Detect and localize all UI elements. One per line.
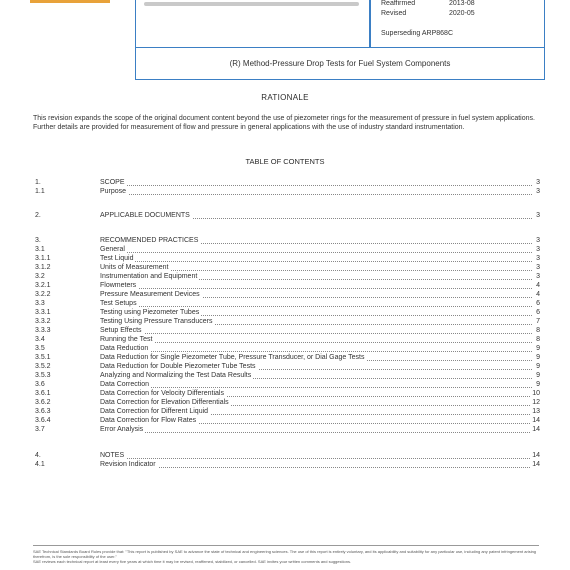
toc-entry-3-6-1[interactable]: 3.6.1 Data Correction for Velocity Differentials 10 [35,390,540,397]
revised-row [381,10,475,17]
footer-notice [33,549,539,564]
toc-entry-3-7[interactable]: 3.7 Error Analysis 14 [35,426,540,433]
toc-entry-3-5-1[interactable]: 3.5.1 Data Reduction for Single Piezometer Tube, Pressure Transducer, or Dial Gage Tests 9 [35,354,540,361]
toc-entry-2[interactable]: 2. APPLICABLE DOCUMENTS 3 [35,212,540,219]
toc-entry-3-5[interactable]: 3.5 Data Reduction 9 [35,345,540,352]
header-divider [369,0,371,48]
rationale-body: This revision expands the scope of the original document content beyond the use of piezometer rings for the measurement of pressure in fuel system applications. Further details are provided for measurement of flow and pressure in general applications with the use of industry standard instrumentation. [33,115,535,132]
reaffirmed-value: 2013-08 [449,0,475,7]
revised-value: 2020-05 [449,10,475,17]
toc-entry-3-6-3[interactable]: 3.6.3 Data Correction for Different Liquid 13 [35,408,540,415]
toc-entry-1[interactable]: 1. SCOPE 3 [35,179,540,186]
revised-label: Revised [381,10,407,17]
footer-notice-line-2: SAE reviews each technical report at least every five years at which time it may be revised, reaffirmed, stabilized, or cancelled. SAE invites your written comments and suggestions. [33,559,352,564]
toc-entry-3-2[interactable]: 3.2 Instrumentation and Equipment 3 [35,273,540,280]
toc-entry-3-3-1[interactable]: 3.3.1 Testing using Piezometer Tubes 6 [35,309,540,316]
rationale-heading: RATIONALE [261,93,309,102]
toc-entry-3-1-1[interactable]: 3.1.1 Test Liquid 3 [35,255,540,262]
toc-entry-3-1[interactable]: 3.1 General 3 [35,246,540,253]
reaffirmed-row [381,0,475,7]
toc-entry-3-2-1[interactable]: 3.2.1 Flowmeters 4 [35,282,540,289]
toc-entry-3-4[interactable]: 3.4 Running the Test 8 [35,336,540,343]
toc-entry-3-6-2[interactable]: 3.6.2 Data Correction for Elevation Differentials 12 [35,399,540,406]
toc-entry-3[interactable]: 3. RECOMMENDED PRACTICES 3 [35,237,540,244]
toc-entry-1-1[interactable]: 1.1 Purpose 3 [35,188,540,195]
toc-heading: TABLE OF CONTENTS [245,157,325,166]
toc-entry-3-6-4[interactable]: 3.6.4 Data Correction for Flow Rates 14 [35,417,540,424]
superseding-note: Superseding ARP868C [381,30,453,37]
toc-entry-4-1[interactable]: 4.1 Revision Indicator 14 [35,461,540,468]
sae-logo-fragment [30,0,110,3]
toc-entry-3-5-2[interactable]: 3.5.2 Data Reduction for Double Piezometer Tube Tests 9 [35,363,540,370]
toc-entry-4[interactable]: 4. NOTES 14 [35,452,540,459]
toc-entry-3-3-2[interactable]: 3.3.2 Testing Using Pressure Transducers 7 [35,318,540,325]
footer-notice-line-1: SAE Technical Standards Board Rules provide that: "This report is published by SAE to advance the state of technical and engineering sciences. The use of this report is entirely voluntary, and its applicability and suitability for any particular use, including any patent infringement arising therefrom, is the sole responsibility of the user." [33,549,537,559]
footer-rule [33,545,539,546]
toc-entry-3-5-3[interactable]: 3.5.3 Analyzing and Normalizing the Test Data Results 9 [35,372,540,379]
toc-entry-3-1-2[interactable]: 3.1.2 Units of Measurement 3 [35,264,540,271]
toc-entry-3-3[interactable]: 3.3 Test Setups 6 [35,300,540,307]
reaffirmed-label: Reaffirmed [381,0,416,7]
document-title: (R) Method-Pressure Drop Tests for Fuel System Components [229,59,451,68]
document-header-box [135,0,545,48]
toc-entry-3-3-3[interactable]: 3.3.3 Setup Effects 8 [35,327,540,334]
header-title-fragment [144,2,359,6]
document-title-box [135,48,545,80]
toc-entry-3-6[interactable]: 3.6 Data Correction 9 [35,381,540,388]
toc-entry-3-2-2[interactable]: 3.2.2 Pressure Measurement Devices 4 [35,291,540,298]
